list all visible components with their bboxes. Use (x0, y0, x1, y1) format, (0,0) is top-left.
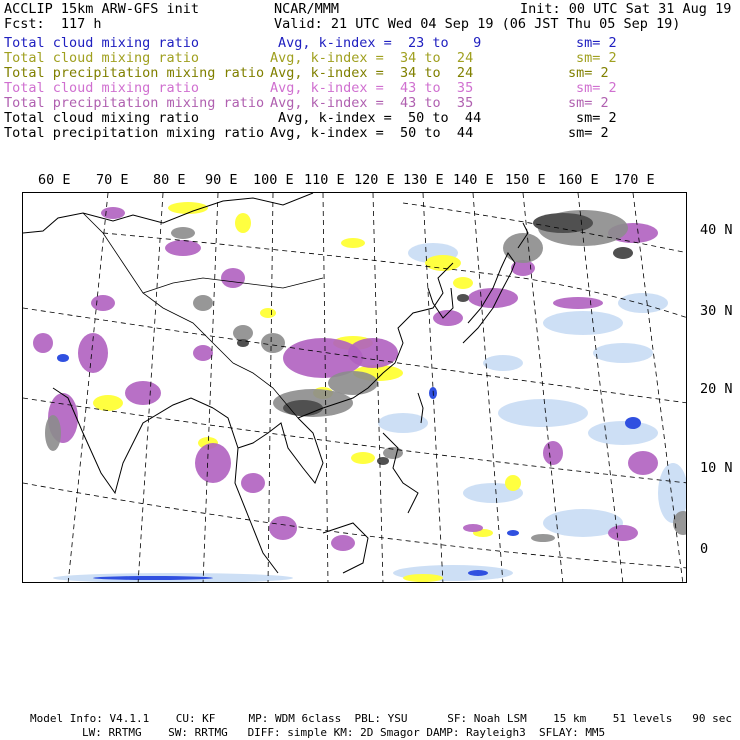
organization: NCAR/MMM (274, 1, 340, 17)
cloud-cell (453, 277, 473, 289)
cloud-cell (221, 268, 245, 288)
coastline-asia (23, 193, 313, 233)
cloud-cell (505, 475, 521, 491)
lon-label: 100 E (253, 172, 294, 188)
legend-sm: sm= 2 (568, 65, 609, 81)
cloud-cell (93, 576, 213, 580)
lon-label: 170 E (614, 172, 655, 188)
cloud-cell (378, 413, 428, 433)
legend-field: Total precipitation mixing ratio (4, 125, 265, 141)
cloud-cell (193, 295, 213, 311)
cloud-cell (165, 240, 201, 256)
legend-avg: Avg, k-index = 43 to 35 (270, 95, 474, 111)
lon-label: 140 E (453, 172, 494, 188)
cloud-cell (507, 530, 519, 536)
cloud-cell (457, 294, 469, 302)
meridian-170e (633, 193, 683, 583)
cloud-cell (618, 293, 668, 313)
cloud-cell (101, 207, 125, 219)
cloud-cell (377, 457, 389, 465)
legend-sm: sm= 2 (576, 80, 617, 96)
legend-field: Total precipitation mixing ratio (4, 65, 265, 81)
lat-label: 40 N (700, 222, 733, 238)
cloud-cell (235, 213, 251, 233)
legend-field: Total cloud mixing ratio (4, 80, 200, 96)
cloud-cell (261, 333, 285, 353)
cloud-cell (241, 473, 265, 493)
lon-label: 120 E (354, 172, 395, 188)
cloud-cell (425, 255, 461, 271)
legend-avg: Avg, k-index = 50 to 44 (278, 110, 482, 126)
forecast-hour: Fcst: 117 h (4, 16, 102, 32)
cloud-cell (468, 288, 518, 308)
cloud-cell (171, 227, 195, 239)
legend-sm: sm= 2 (576, 35, 617, 51)
lon-label: 160 E (558, 172, 599, 188)
cloud-cell (269, 516, 297, 540)
lat-label: 20 N (700, 381, 733, 397)
lon-label: 80 E (153, 172, 186, 188)
cloud-cell (531, 534, 555, 542)
lon-label: 90 E (205, 172, 238, 188)
cloud-cell (625, 417, 641, 429)
cloud-cell (260, 308, 276, 318)
cloud-cell (57, 354, 69, 362)
cloud-cell (195, 443, 231, 483)
cloud-cell (331, 535, 355, 551)
lon-label: 150 E (505, 172, 546, 188)
coastline-philippines (383, 433, 418, 513)
map-canvas (23, 193, 687, 583)
legend-avg: Avg, k-index = 23 to 9 (278, 35, 482, 51)
cloud-cell (503, 233, 543, 263)
cloud-cell (593, 343, 653, 363)
cloud-cell (468, 570, 488, 576)
cloud-cell (498, 399, 588, 427)
cloud-cell (93, 395, 123, 411)
light-blue-cloud-layer (53, 243, 687, 583)
cloud-cell (483, 355, 523, 371)
cloud-cell (553, 297, 603, 309)
map-panel (22, 192, 687, 583)
lon-label: 130 E (403, 172, 444, 188)
physics-info-line: LW: RRTMG SW: RRTMG DIFF: simple KM: 2D Smagor DAMP: Rayleigh3 SFLAY: MM5 (82, 726, 606, 739)
legend-field: Total precipitation mixing ratio (4, 95, 265, 111)
coastline-india (53, 388, 213, 493)
cloud-cell (33, 333, 53, 353)
cloud-cell (628, 451, 658, 475)
cloud-cell (45, 415, 61, 451)
legend-avg: Avg, k-index = 34 to 24 (270, 50, 474, 66)
cloud-cell (463, 524, 483, 532)
legend-avg: Avg, k-index = 34 to 24 (270, 65, 474, 81)
meridian-150e (523, 193, 563, 583)
model-info-line: Model Info: V4.1.1 CU: KF MP: WDM 6class PBL: YSU SF: Noah LSM 15 km 51 levels 90 sec (30, 712, 732, 725)
legend-field: Total cloud mixing ratio (4, 110, 200, 126)
cloud-cell (351, 452, 375, 464)
legend-field: Total cloud mixing ratio (4, 50, 200, 66)
cloud-cell (588, 421, 658, 445)
lat-label: 10 N (700, 460, 733, 476)
legend-sm: sm= 2 (568, 125, 609, 141)
valid-time: Valid: 21 UTC Wed 04 Sep 19 (06 JST Thu 05 Sep 19) (274, 16, 681, 32)
cloud-cell (328, 371, 378, 395)
meridian-90e (203, 193, 218, 583)
cloud-cell (283, 400, 323, 416)
lon-label: 110 E (304, 172, 345, 188)
cloud-cell (403, 574, 443, 582)
lat-label: 0 (700, 541, 709, 557)
model-title: ACCLIP 15km ARW-GFS init (4, 1, 200, 17)
lat-label: 30 N (700, 303, 733, 319)
cloud-cell (613, 247, 633, 259)
lon-label: 60 E (38, 172, 71, 188)
legend-avg: Avg, k-index = 50 to 44 (270, 125, 474, 141)
legend-sm: sm= 2 (576, 50, 617, 66)
cloud-cell (348, 338, 398, 368)
cloud-cell (193, 345, 213, 361)
init-time: Init: 00 UTC Sat 31 Aug 19 (520, 1, 732, 17)
cloud-cell (543, 441, 563, 465)
cloud-cell (233, 325, 253, 341)
cloud-cell (341, 238, 365, 248)
cloud-cell (543, 311, 623, 335)
cloud-cell (608, 525, 638, 541)
cloud-cell (533, 213, 593, 233)
legend-sm: sm= 2 (576, 110, 617, 126)
meridian-70e (68, 193, 108, 583)
legend-field: Total cloud mixing ratio (4, 35, 200, 51)
legend-avg: Avg, k-index = 43 to 35 (270, 80, 474, 96)
lon-label: 70 E (96, 172, 129, 188)
legend-sm: sm= 2 (568, 95, 609, 111)
cloud-cell (125, 381, 161, 405)
cloud-cell (91, 295, 115, 311)
